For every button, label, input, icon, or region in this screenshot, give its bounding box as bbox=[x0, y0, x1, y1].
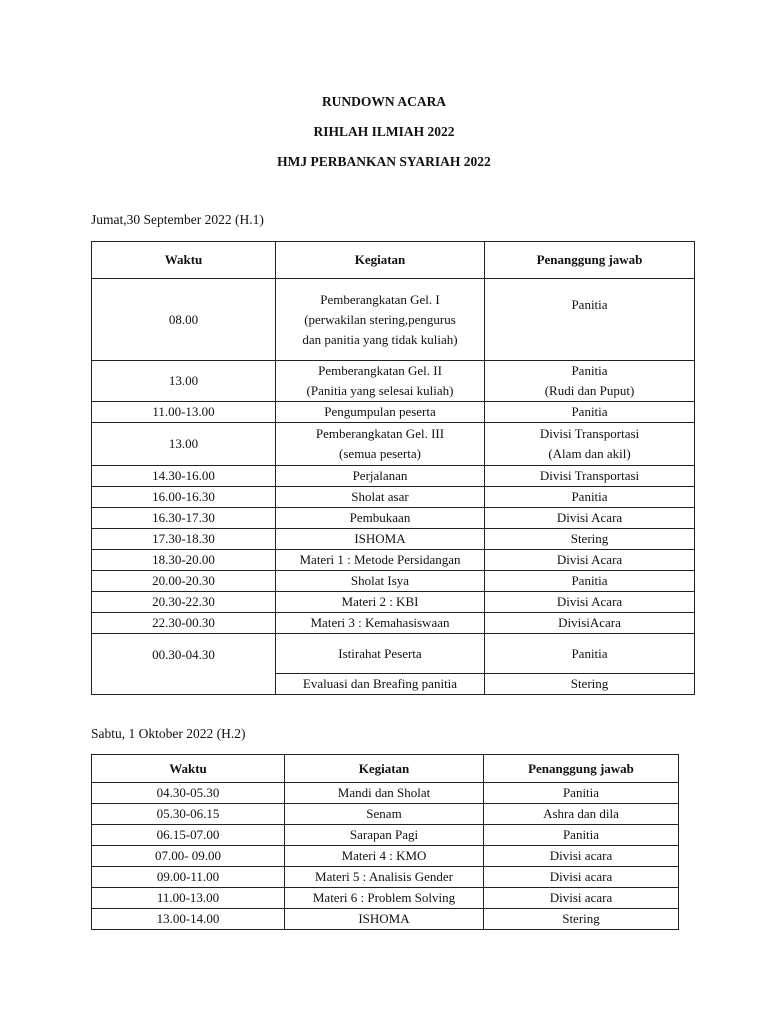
penanggung-jawab-cell bbox=[485, 361, 695, 402]
kegiatan-cell bbox=[276, 402, 485, 423]
header-kegiatan: Kegiatan bbox=[285, 755, 484, 783]
kegiatan-line: Pemberangkatan Gel. I bbox=[320, 291, 440, 307]
kegiatan-cell: Evaluasi dan Breafing panitia bbox=[276, 674, 485, 695]
kegiatan-cell bbox=[276, 466, 485, 487]
kegiatan-cell: Istirahat Peserta bbox=[276, 634, 485, 674]
penanggung-jawab-cell: Stering bbox=[485, 674, 695, 695]
doc-title-2: RIHLAH ILMIAH 2022 bbox=[313, 124, 455, 139]
penanggung-jawab-cell: Panitia bbox=[484, 783, 679, 804]
penanggung-jawab-line: (Alam dan akil) bbox=[548, 446, 631, 461]
waktu-cell: 09.00-11.00 bbox=[92, 867, 285, 888]
penanggung-jawab-line: Panitia bbox=[571, 404, 608, 419]
waktu-cell: 04.30-05.30 bbox=[92, 783, 285, 804]
waktu-cell: 07.00- 09.00 bbox=[92, 846, 285, 867]
waktu-cell: 00.30-04.30 bbox=[92, 634, 276, 695]
penanggung-jawab-cell bbox=[485, 571, 695, 592]
penanggung-jawab-cell: Divisi acara bbox=[484, 888, 679, 909]
day1-header-row bbox=[92, 242, 695, 279]
table-row bbox=[92, 613, 695, 634]
kegiatan-cell: Sarapan Pagi bbox=[285, 825, 484, 846]
day2-schedule-table bbox=[91, 754, 679, 930]
penanggung-jawab-cell: Stering bbox=[484, 909, 679, 930]
header-waktu: Waktu bbox=[92, 242, 276, 279]
kegiatan-line: (perwakilan stering,pengurus bbox=[304, 311, 456, 327]
waktu-cell: 13.00-14.00 bbox=[92, 909, 285, 930]
penanggung-jawab-cell bbox=[485, 508, 695, 529]
kegiatan-line: Pembukaan bbox=[349, 510, 411, 525]
header-penanggung-jawab: Penanggung jawab bbox=[485, 242, 695, 279]
kegiatan-line: Pengumpulan peserta bbox=[324, 404, 436, 419]
kegiatan-cell bbox=[276, 508, 485, 529]
table-row bbox=[92, 571, 695, 592]
table-row bbox=[92, 279, 695, 361]
kegiatan-cell: Mandi dan Sholat bbox=[285, 783, 484, 804]
kegiatan-cell: Materi 4 : KMO bbox=[285, 846, 484, 867]
waktu-cell: 13.00 bbox=[92, 423, 276, 466]
penanggung-jawab-line: Divisi Transportasi bbox=[539, 468, 640, 483]
header-penanggung-jawab: Penanggung jawab bbox=[484, 755, 679, 783]
kegiatan-line: Perjalanan bbox=[352, 468, 408, 483]
table-row bbox=[92, 550, 695, 571]
penanggung-jawab-line: Stering bbox=[570, 531, 609, 546]
day2-header-row bbox=[92, 755, 679, 783]
table-row bbox=[92, 825, 679, 846]
waktu-cell: 13.00 bbox=[92, 361, 276, 402]
penanggung-jawab-line: Divisi Acara bbox=[556, 552, 623, 567]
waktu-cell: 17.30-18.30 bbox=[92, 529, 276, 550]
penanggung-jawab-cell bbox=[485, 487, 695, 508]
table-row bbox=[92, 361, 695, 402]
table-row bbox=[92, 487, 695, 508]
penanggung-jawab-cell: Ashra dan dila bbox=[484, 804, 679, 825]
penanggung-jawab-cell bbox=[485, 529, 695, 550]
penanggung-jawab-line: Divisi Transportasi bbox=[539, 426, 640, 441]
kegiatan-cell bbox=[276, 571, 485, 592]
kegiatan-cell bbox=[276, 361, 485, 402]
table-row bbox=[92, 888, 679, 909]
kegiatan-line: Sholat asar bbox=[351, 489, 409, 504]
penanggung-jawab-cell: Panitia bbox=[484, 825, 679, 846]
kegiatan-line: Materi 2 : KBI bbox=[341, 594, 419, 609]
penanggung-jawab-cell bbox=[485, 466, 695, 487]
penanggung-jawab-cell: Divisi acara bbox=[484, 867, 679, 888]
table-row bbox=[92, 867, 679, 888]
penanggung-jawab-cell: Panitia bbox=[485, 634, 695, 674]
penanggung-jawab-cell bbox=[485, 613, 695, 634]
kegiatan-line: (Panitia yang selesai kuliah) bbox=[306, 383, 454, 398]
table-row bbox=[92, 592, 695, 613]
table-row bbox=[92, 909, 679, 930]
waktu-cell: 16.00-16.30 bbox=[92, 487, 276, 508]
kegiatan-line: (semua peserta) bbox=[339, 446, 421, 461]
penanggung-jawab-line: Panitia bbox=[571, 573, 608, 588]
kegiatan-cell: Materi 6 : Problem Solving bbox=[285, 888, 484, 909]
kegiatan-line: ISHOMA bbox=[354, 531, 406, 546]
kegiatan-line: Pemberangkatan Gel. II bbox=[318, 363, 442, 378]
table-row bbox=[92, 634, 695, 674]
penanggung-jawab-cell bbox=[485, 423, 695, 466]
waktu-cell: 05.30-06.15 bbox=[92, 804, 285, 825]
penanggung-jawab-line: DivisiAcara bbox=[558, 615, 621, 630]
penanggung-jawab-line: Divisi Acara bbox=[556, 510, 623, 525]
table-row bbox=[92, 466, 695, 487]
waktu-cell: 18.30-20.00 bbox=[92, 550, 276, 571]
doc-title-3: HMJ PERBANKAN SYARIAH 2022 bbox=[277, 154, 491, 169]
penanggung-jawab-line: (Rudi dan Puput) bbox=[544, 383, 635, 398]
waktu-cell: 14.30-16.00 bbox=[92, 466, 276, 487]
table-row bbox=[92, 846, 679, 867]
penanggung-jawab-cell bbox=[485, 550, 695, 571]
kegiatan-cell bbox=[276, 550, 485, 571]
waktu-cell: 08.00 bbox=[92, 279, 276, 361]
table-row bbox=[92, 783, 679, 804]
waktu-cell: 11.00-13.00 bbox=[92, 402, 276, 423]
kegiatan-line: Sholat Isya bbox=[350, 573, 410, 588]
kegiatan-line: Materi 1 : Metode Persidangan bbox=[299, 552, 461, 567]
penanggung-jawab-cell bbox=[485, 279, 695, 361]
kegiatan-line: Materi 3 : Kemahasiswaan bbox=[310, 615, 450, 630]
waktu-cell: 11.00-13.00 bbox=[92, 888, 285, 909]
penanggung-jawab-line: Panitia bbox=[571, 297, 608, 312]
penanggung-jawab-line: Divisi Acara bbox=[556, 594, 623, 609]
penanggung-jawab-line: Panitia bbox=[571, 363, 608, 378]
kegiatan-line: Pemberangkatan Gel. III bbox=[315, 426, 445, 441]
kegiatan-cell: Senam bbox=[285, 804, 484, 825]
table-row bbox=[92, 508, 695, 529]
day1-schedule-table bbox=[91, 241, 695, 695]
day1-heading: Jumat,30 September 2022 (H.1) bbox=[91, 212, 264, 227]
kegiatan-cell: Materi 5 : Analisis Gender bbox=[285, 867, 484, 888]
penanggung-jawab-cell bbox=[485, 402, 695, 423]
waktu-cell: 20.30-22.30 bbox=[92, 592, 276, 613]
kegiatan-cell bbox=[276, 423, 485, 466]
table-row bbox=[92, 529, 695, 550]
kegiatan-cell bbox=[276, 279, 485, 361]
table-row bbox=[92, 423, 695, 466]
table-row bbox=[92, 804, 679, 825]
day2-heading: Sabtu, 1 Oktober 2022 (H.2) bbox=[91, 726, 246, 741]
header-waktu: Waktu bbox=[92, 755, 285, 783]
waktu-cell: 16.30-17.30 bbox=[92, 508, 276, 529]
doc-title-1: RUNDOWN ACARA bbox=[321, 94, 447, 109]
kegiatan-cell bbox=[276, 592, 485, 613]
kegiatan-cell bbox=[276, 487, 485, 508]
penanggung-jawab-line: Panitia bbox=[571, 489, 608, 504]
waktu-cell: 06.15-07.00 bbox=[92, 825, 285, 846]
kegiatan-cell bbox=[276, 529, 485, 550]
table-row bbox=[92, 402, 695, 423]
kegiatan-cell: ISHOMA bbox=[285, 909, 484, 930]
penanggung-jawab-cell bbox=[485, 592, 695, 613]
header-kegiatan: Kegiatan bbox=[276, 242, 485, 279]
waktu-cell: 20.00-20.30 bbox=[92, 571, 276, 592]
waktu-cell: 22.30-00.30 bbox=[92, 613, 276, 634]
kegiatan-line: dan panitia yang tidak kuliah) bbox=[302, 331, 458, 347]
kegiatan-cell bbox=[276, 613, 485, 634]
penanggung-jawab-cell: Divisi acara bbox=[484, 846, 679, 867]
